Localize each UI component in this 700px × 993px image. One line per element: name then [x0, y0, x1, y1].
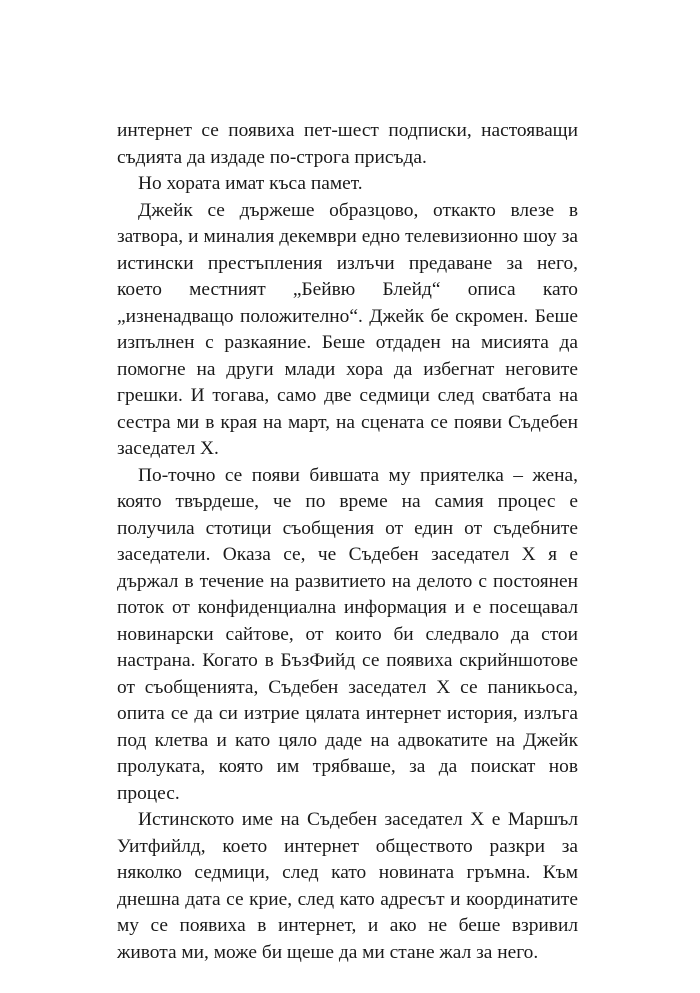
paragraph-continuation: интернет се появиха пет-шест подписки, настояващи съдията да издаде по-строга присъда.: [117, 120, 578, 168]
paragraph: По-точно се появи бившата му приятелка – жена, която твърдеше, че по време на самия процес е получила стотици съобщения от един от съдебните заседатели. Оказа се, че Съдебен заседател X я е държал в течение на развитието на делото с постоянен поток от конфиденциална информация и е посещавал новинарски сайтове, от които би следвало да стои настрана. Когато в БъзФийд се появиха скрийншотове от съобщенията, Съдебен заседател X се паникьоса, опита се да си изтрие цялата интернет история, излъга под клетва и като цяло даде на адвокатите на Джейк пролуката, която им трябваше, за да поискат нов процес.: [117, 464, 578, 804]
paragraph: Истинското име на Съдебен заседател X е Маршъл Уитфийлд, което интернет обществото разкри за няколко седмици, след като новината гръмна. Към днешна дата се крие, след като адресът и координатите му се появиха в интернет, и ако не беше взривил живота ми, може би щеше да ми стане жал за него.: [117, 809, 578, 963]
body-text: [117, 118, 578, 966]
paragraph: Джейк се държеше образцово, откакто влезе в затвора, и миналия декември едно телевизионно шоу за истински престъпления излъчи предаване за него, което местният „Бейвю Блейд“ описа като „изненадващо положително“. Джейк бе скромен. Беше изпълнен с разкаяние. Беше отдаден на мисията да помогне на други млади хора да избегнат неговите грешки. И тогава, само две седмици след сватбата на сестра ми в края на март, на сцената се появи Съдебен заседател X.: [117, 199, 578, 459]
paragraph: Но хората имат къса памет.: [138, 173, 363, 194]
